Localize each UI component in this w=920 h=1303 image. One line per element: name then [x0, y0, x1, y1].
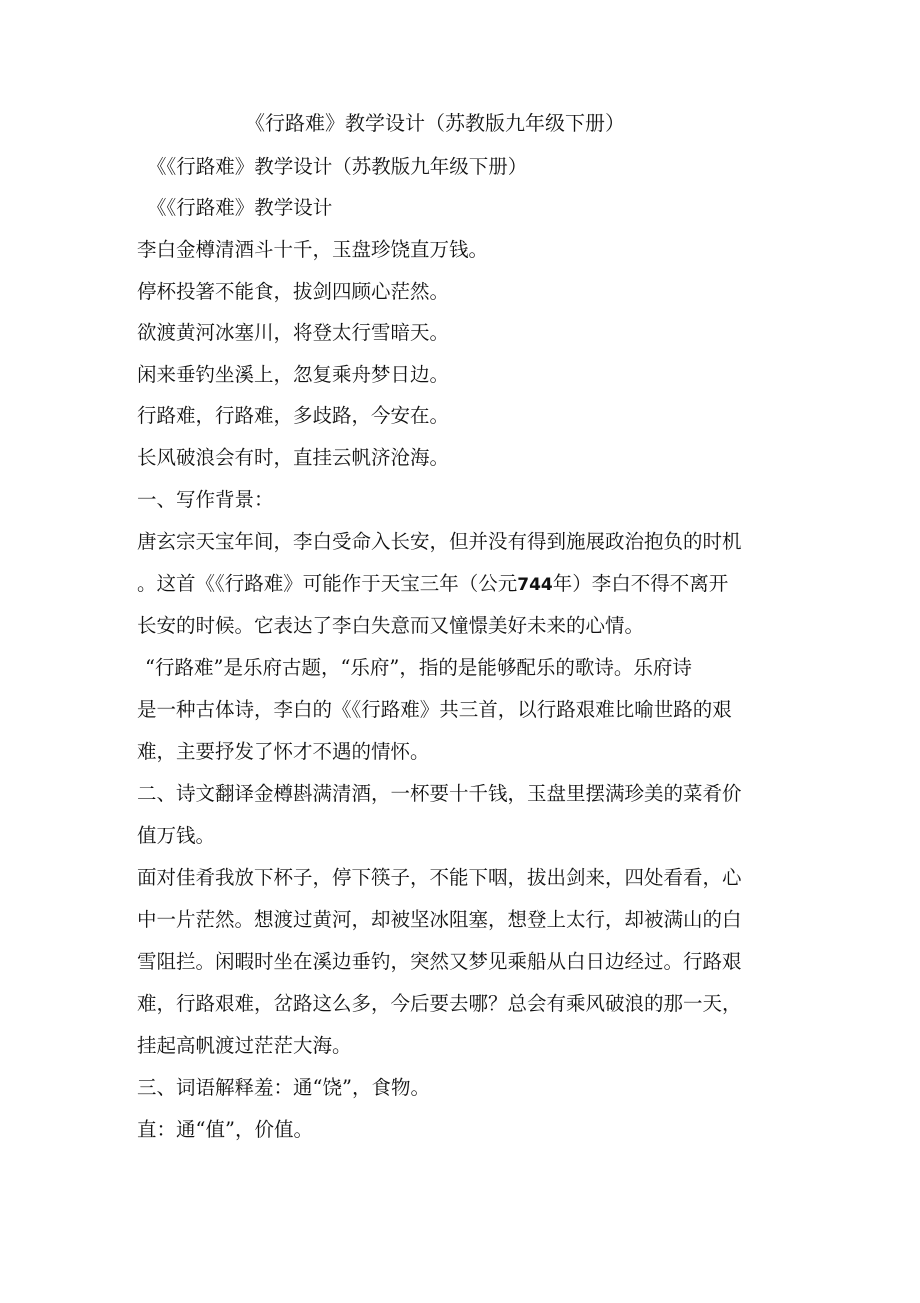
subtitle-line: 《《行路难》教学设计（苏教版九年级下册） [147, 155, 528, 178]
paragraph-line: 雪阻拦。闲暇时坐在溪边垂钓，突然又梦见乘船从白日边经过。行路艰 [137, 950, 742, 973]
paragraph-line: 是一种古体诗，李白的《《行路难》共三首，以行路艰难比喻世路的艰 [137, 698, 732, 721]
document-title: 《行路难》教学设计（苏教版九年级下册） [245, 111, 625, 135]
paragraph-line: 中一片茫然。想渡过黄河，却被坚冰阻塞，想登上太行，却被满山的白 [137, 908, 742, 931]
poem-line: 长风破浪会有时，直挂云帆济沧海。 [137, 446, 450, 469]
paragraph-line: 挂起高帆渡过茫茫大海。 [137, 1034, 352, 1057]
subtitle-line: 《《行路难》教学设计 [147, 196, 333, 219]
paragraph-line: 直：通“值”，价值。 [137, 1118, 313, 1141]
paragraph-line: 难，主要抒发了怀才不遇的情怀。 [137, 740, 430, 763]
paragraph-line: “行路难”是乐府古题，“乐府”，指的是能够配乐的歌诗。乐府诗 [145, 656, 692, 679]
section-heading: 二、诗文翻译金樽斟满清酒，一杯要十千钱，玉盘里摆满珍美的菜肴价 [137, 782, 742, 805]
paragraph-line: 长安的时候。它表达了李白失意而又憧憬美好未来的心情。 [137, 614, 645, 637]
poem-line: 停杯投箸不能食，拔剑四顾心茫然。 [137, 280, 450, 303]
poem-line: 欲渡黄河冰塞川，将登太行雪暗天。 [137, 321, 450, 344]
section-heading: 一、写作背景： [137, 488, 274, 511]
paragraph-line: 唐玄宗天宝年间，李白受命入长安，但并没有得到施展政治抱负的时机 [137, 530, 742, 553]
paragraph-line: 面对佳肴我放下杯子，停下筷子，不能下咽，拔出剑来，四处看看，心 [137, 866, 742, 889]
section-heading: 三、词语解释羞：通“饶”，食物。 [137, 1076, 430, 1099]
paragraph-line: 。这首《《行路难》可能作于天宝三年（公元744年）李白不得不离开 [137, 572, 729, 595]
poem-line: 李白金樽清酒斗十千，玉盘珍饶直万钱。 [137, 238, 489, 261]
poem-line: 闲来垂钓坐溪上，忽复乘舟梦日边。 [137, 363, 450, 386]
paragraph-line: 值万钱。 [137, 824, 216, 847]
poem-line: 行路难，行路难，多歧路，今安在。 [137, 404, 450, 427]
paragraph-line: 难，行路艰难，岔路这么多，今后要去哪？总会有乘风破浪的那一天， [137, 992, 742, 1015]
